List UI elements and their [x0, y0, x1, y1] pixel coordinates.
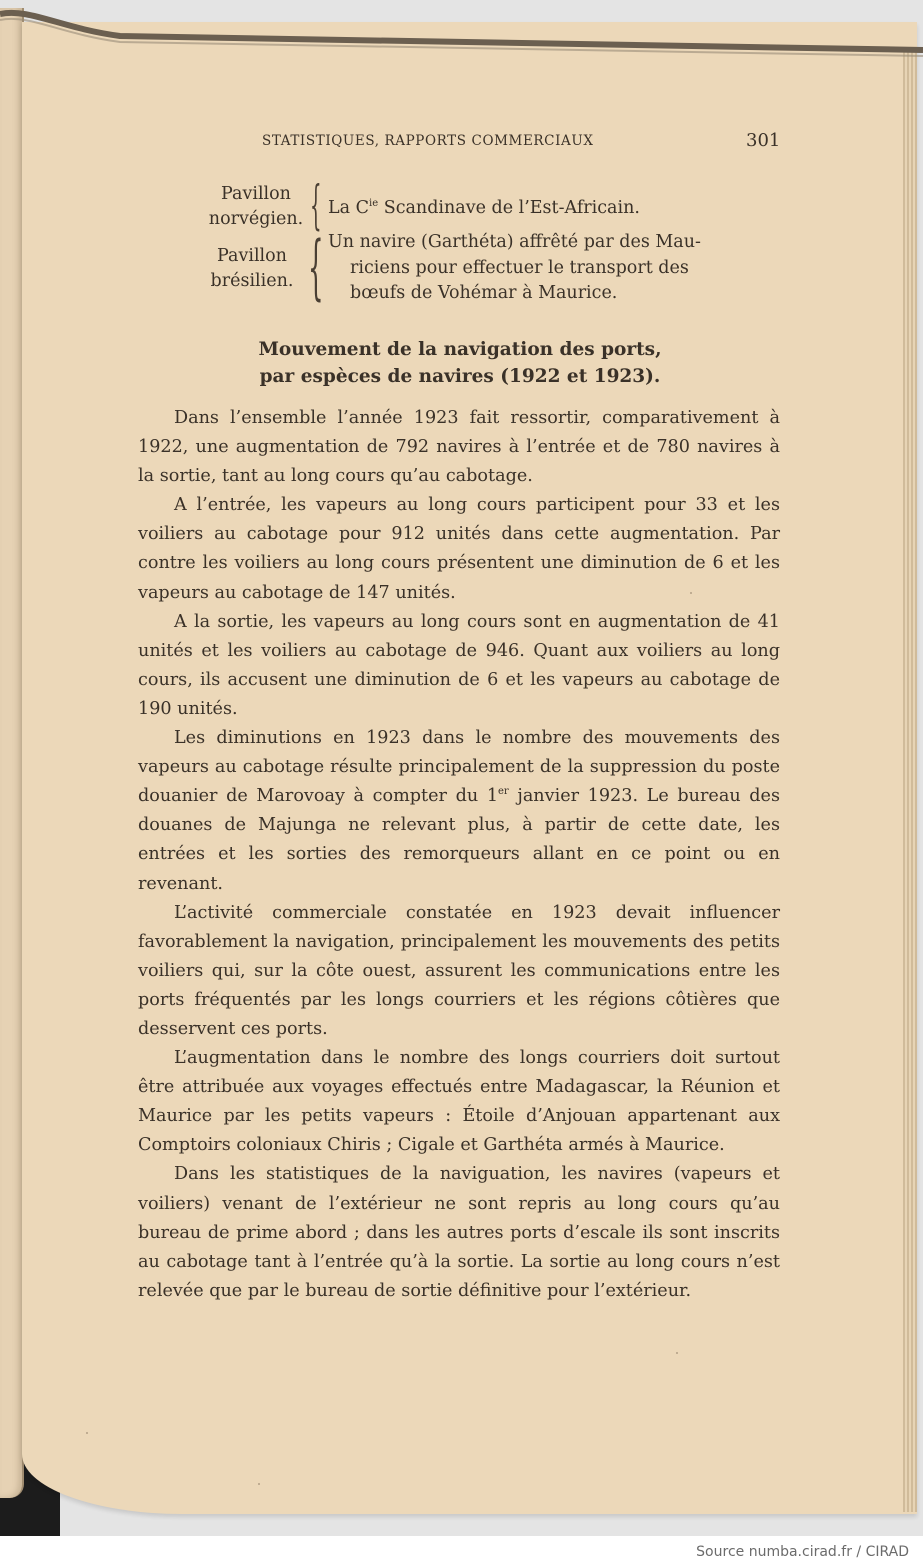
book-top-edge	[0, 0, 923, 60]
brace-glyph: {	[310, 176, 322, 236]
brace-glyph: {	[308, 226, 324, 308]
pavillon-label-norvegien	[206, 182, 306, 232]
pavillon-text-bresilien	[328, 230, 701, 307]
body-text	[138, 404, 780, 1306]
pavillon-label-line: Pavillon	[217, 246, 287, 266]
pavillon-text-part: Scandinave de l’Est-Africain.	[378, 198, 640, 218]
paragraph: Dans les statistiques de la naviguation, les navires (vapeurs et voiliers) venant de l’extérieur ne sont repris au long cours qu’au bureau de prime abord ; dans les autres ports d’escale ils sont inscrits au cabotage tant à l’entrée qu’à la sortie. La sortie au long cours n’est relevée que par le bureau de sortie définitive pour l’extérieur.	[138, 1164, 780, 1301]
left-facing-page-edge	[0, 8, 24, 1498]
pavillon-text-line: bœufs de Vohémar à Maurice.	[350, 283, 618, 303]
section-heading-line: Mouvement de la navigation des ports,	[258, 339, 662, 360]
pavillon-label-line: brésilien.	[210, 271, 294, 291]
page-stack-edges	[903, 52, 917, 1512]
paragraph: A la sortie, les vapeurs au long cours sont en augmentation de 41 unités et les voiliers au cabotage de 946. Quant aux voiliers au long cours, ils accusent une diminution de 6 et les vapeurs au cabotage de 190 unités.	[138, 611, 780, 719]
section-heading	[150, 336, 770, 390]
pavillon-text-line: Un navire (Garthéta) affrêté par des Mau-	[328, 232, 701, 252]
paragraph: L’augmentation dans le nombre des longs courriers doit surtout être attribuée aux voyages effectués entre Madagascar, la Réunion et Maurice par les petits vapeurs : Étoile d’Anjouan appartenant aux Comptoirs coloniaux Chiris ; Cigale et Garthéta armés à Maurice.	[138, 1048, 780, 1156]
pavillon-text-line: riciens pour effectuer le transport des	[350, 257, 689, 278]
paragraph-part: janvier 1923. Le bureau des douanes de Majunga ne relevant plus, à partir de cette date, les entrées et les sorties des remorqueurs allant en ce point ou en revenant.	[138, 786, 780, 894]
paragraph: Dans l’ensemble l’année 1923 fait ressortir, comparativement à 1922, une augmentation de 792 navires à l’entrée et de 780 navires à la sortie, tant au long cours qu’au cabotage.	[138, 408, 780, 487]
paragraph-sup: er	[498, 786, 509, 798]
source-credit: Source numba.cirad.fr / CIRAD	[696, 1544, 909, 1560]
pavillon-text-norvegien	[328, 196, 640, 222]
pavillon-text-sup: ie	[369, 198, 379, 209]
paper-speck	[690, 592, 692, 594]
running-head: STATISTIQUES, RAPPORTS COMMERCIAUX	[262, 133, 594, 149]
paper-speck	[676, 1352, 678, 1354]
pavillon-label-line: norvégien.	[208, 209, 304, 229]
pavillon-label-bresilien	[202, 244, 302, 294]
paragraph: L’activité commerciale constatée en 1923 devait influencer favorablement la navigation, principalement les mouvements des petits voiliers qui, sur la côte ouest, assurent les communications entre les ports fréquentés par les longs courriers et les régions côtières que desservent ces ports.	[138, 902, 780, 1039]
paragraph-part: Les diminutions en 1923 dans le nombre des mouvements des vapeurs au cabotage résulte principalement de la suppression du poste douanier de Marovoay à compter du 1	[138, 728, 780, 807]
pavillon-label-line: Pavillon	[221, 184, 291, 204]
paragraph	[138, 724, 780, 899]
page-number: 301	[746, 130, 781, 151]
section-heading-line: par espèces de navires (1922 et 1923).	[259, 366, 661, 387]
paragraph: A l’entrée, les vapeurs au long cours participent pour 33 et les voiliers au cabotage pour 912 unités dans cette augmentation. Par contre les voiliers au long cours présentent une diminution de 6 et les vapeurs au cabotage de 147 unités.	[138, 495, 780, 603]
paper-speck	[86, 1432, 88, 1434]
pavillon-text-part: La C	[328, 198, 370, 218]
paper-speck	[258, 1483, 260, 1485]
